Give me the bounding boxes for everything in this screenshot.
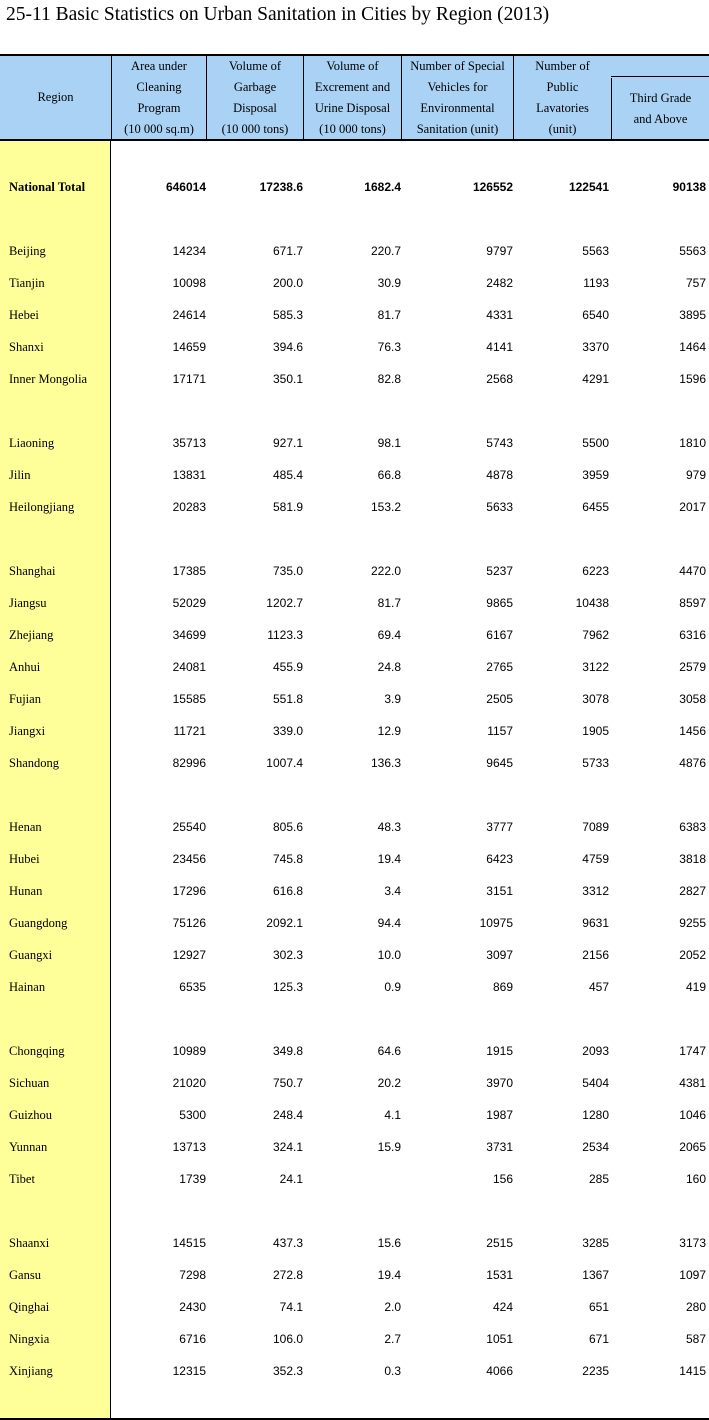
garbage-cell: 272.8 [272,1268,303,1282]
table-row [0,427,709,459]
third-grade-cell: 757 [685,276,706,290]
region-name-cell: Guizhou [9,1108,53,1122]
table-row [0,587,709,619]
lavatories-cell: 2235 [582,1364,609,1378]
lavatories-cell: 1193 [583,276,609,290]
area-cell: 1739 [179,1172,206,1186]
table-row [0,971,709,1003]
area-cell: 52029 [172,596,206,610]
area-cell: 7298 [179,1268,206,1282]
area-cell: 17385 [172,564,206,578]
region-name-cell: Guangdong [9,916,68,930]
area-cell: 15585 [172,692,206,706]
area-cell: 14234 [172,244,206,258]
region-name-cell: Shanghai [9,564,56,578]
third-grade-cell: 3058 [679,692,706,706]
table-row [0,363,709,395]
region-name-cell: Qinghai [9,1300,50,1314]
region-name-cell: Hunan [9,884,43,898]
table-row [0,1323,709,1355]
garbage-cell: 352.3 [272,1364,303,1378]
vehicles-cell: 2515 [486,1236,513,1250]
area-cell: 12315 [172,1364,206,1378]
table-row [0,843,709,875]
garbage-cell: 551.8 [272,692,303,706]
table-row [0,1259,709,1291]
vehicles-cell: 3097 [486,948,513,962]
table-row [0,939,709,971]
garbage-cell: 455.9 [272,660,303,674]
third-grade-cell: 3173 [679,1236,706,1250]
header-excrement-line: Excrement and [314,79,391,94]
vehicles-cell: 1987 [486,1108,513,1122]
third-grade-cell: 1464 [679,340,706,354]
table-row [0,811,709,843]
garbage-cell: 1123.3 [267,628,303,642]
vehicles-cell: 869 [492,980,513,994]
vehicles-cell: 9797 [486,244,513,258]
vehicles-cell: 4878 [486,468,513,482]
region-name-cell: Hubei [9,852,40,866]
area-cell: 2430 [179,1300,206,1314]
region-name-cell: Hebei [9,308,39,322]
area-cell: 75126 [172,916,206,930]
lavatories-cell: 9631 [582,916,609,930]
excrement-cell: 30.9 [377,276,401,290]
region-name-cell: Inner Mongolia [9,372,88,386]
lavatories-cell: 3959 [582,468,609,482]
region-name-cell: Shanxi [9,340,44,354]
vehicles-cell: 156 [492,1172,513,1186]
area-cell: 20283 [172,500,206,514]
lavatories-cell: 1367 [582,1268,609,1282]
third-grade-cell: 280 [685,1300,706,1314]
table-row [0,1227,709,1259]
garbage-cell: 616.8 [272,884,303,898]
header-area-line: Cleaning [136,79,182,94]
garbage-cell: 200.0 [272,276,303,290]
garbage-cell: 324.1 [272,1140,303,1154]
table-row [0,1163,709,1195]
vehicles-cell: 126552 [472,180,513,194]
third-grade-cell: 160 [685,1172,706,1186]
lavatories-cell: 7962 [582,628,609,642]
lavatories-cell: 3370 [582,340,609,354]
excrement-cell: 1682.4 [364,180,401,194]
area-cell: 82996 [172,756,206,770]
excrement-cell: 222.0 [370,564,401,578]
third-grade-cell: 587 [685,1332,706,1346]
header-vehicles [401,56,513,139]
area-cell: 6535 [179,980,206,994]
vehicles-cell: 4066 [486,1364,513,1378]
region-name-cell: Yunnan [9,1140,48,1154]
excrement-cell [303,1163,401,1195]
vehicles-cell: 5633 [486,500,513,514]
vehicles-cell: 2482 [486,276,513,290]
statistics-table [0,54,709,1420]
third-grade-cell: 419 [685,980,706,994]
area-cell: 646014 [165,180,206,194]
third-grade-cell: 1747 [679,1044,706,1058]
table-row [0,267,709,299]
vehicles-cell: 1915 [486,1044,513,1058]
vehicles-cell: 6167 [486,628,513,642]
third-grade-cell: 1097 [679,1268,706,1282]
header-vehicles-line: Sanitation (unit) [416,121,499,136]
header-excrement-line: (10 000 tons) [319,121,386,136]
table-row [0,715,709,747]
third-grade-cell: 2827 [679,884,706,898]
table-row [0,1067,709,1099]
garbage-cell: 671.7 [272,244,303,258]
excrement-cell: 0.3 [384,1364,401,1378]
region-name-cell: National Total [9,180,86,194]
lavatories-cell: 3285 [582,1236,609,1250]
area-cell: 24614 [172,308,206,322]
third-grade-cell: 4381 [679,1076,706,1090]
header-area-line: (10 000 sq.m) [124,121,194,136]
garbage-cell: 248.4 [272,1108,303,1122]
table-row [0,235,709,267]
third-grade-cell: 1046 [679,1108,706,1122]
vehicles-cell: 424 [492,1300,513,1314]
garbage-cell: 927.1 [272,436,303,450]
lavatories-cell: 2534 [582,1140,609,1154]
excrement-cell: 94.4 [377,916,401,930]
header-lavatories-line: Number of [535,58,590,73]
lavatories-cell: 1905 [582,724,609,738]
header-lavatories-line: Lavatories [536,100,589,115]
excrement-cell: 15.9 [377,1140,401,1154]
region-name-cell: Tianjin [9,276,45,290]
area-cell: 6716 [179,1332,206,1346]
region-name-cell: Guangxi [9,948,53,962]
garbage-cell: 394.6 [272,340,303,354]
excrement-cell: 15.6 [377,1236,401,1250]
area-cell: 14659 [172,340,206,354]
table-row [0,1035,709,1067]
third-grade-cell: 5563 [679,244,706,258]
table-row-total [0,171,709,203]
region-name-cell: Henan [9,820,42,834]
vehicles-cell: 3731 [486,1140,513,1154]
garbage-cell: 1007.4 [266,756,303,770]
third-grade-cell: 90138 [672,180,706,194]
garbage-cell: 437.3 [272,1236,303,1250]
third-grade-cell: 3895 [679,308,706,322]
area-cell: 24081 [172,660,206,674]
third-grade-cell: 1415 [679,1364,706,1378]
area-cell: 25540 [172,820,206,834]
garbage-cell: 581.9 [272,500,303,514]
header-vehicles-line: Environmental [420,100,495,115]
excrement-cell: 82.8 [377,372,401,386]
garbage-cell: 750.7 [272,1076,303,1090]
vehicles-cell: 4141 [486,340,513,354]
lavatories-cell: 5563 [582,244,609,258]
third-grade-cell: 2017 [679,500,706,514]
excrement-cell: 20.2 [377,1076,401,1090]
header-third-grade-line: and Above [633,111,688,126]
lavatories-cell: 2093 [582,1044,609,1058]
vehicles-cell: 3970 [486,1076,513,1090]
header-lavatories-line: (unit) [548,121,577,136]
third-grade-cell: 2065 [679,1140,706,1154]
table-header [0,56,709,140]
garbage-cell: 745.8 [272,852,303,866]
third-grade-cell: 2052 [679,948,706,962]
excrement-cell: 19.4 [377,852,401,866]
lavatories-cell: 4291 [582,372,609,386]
header-region-label: Region [37,90,74,104]
header-area-line: Program [137,100,181,115]
table-row [0,331,709,363]
vehicles-cell: 2505 [486,692,513,706]
lavatories-cell: 4759 [582,852,609,866]
header-region [0,56,111,139]
table-row [0,907,709,939]
third-grade-cell: 6383 [679,820,706,834]
area-cell: 14515 [172,1236,206,1250]
area-cell: 10098 [172,276,206,290]
third-grade-cell: 1456 [679,724,706,738]
table-row [0,1355,709,1387]
excrement-cell: 19.4 [377,1268,401,1282]
vehicles-cell: 1531 [486,1268,513,1282]
vehicles-cell: 10975 [479,916,513,930]
vehicles-cell: 5237 [486,564,513,578]
header-garbage-line: Disposal [233,100,277,115]
lavatories-cell: 3078 [582,692,609,706]
excrement-cell: 153.2 [370,500,401,514]
third-grade-cell: 3818 [679,852,706,866]
excrement-cell: 81.7 [377,596,401,610]
vehicles-cell: 3777 [486,820,513,834]
garbage-cell: 349.8 [272,1044,303,1058]
lavatories-cell: 457 [588,980,609,994]
garbage-cell: 106.0 [272,1332,303,1346]
table-row [0,459,709,491]
vehicles-cell: 9865 [486,596,513,610]
table-row [0,1291,709,1323]
excrement-cell: 2.0 [384,1300,401,1314]
lavatories-cell: 1280 [582,1108,609,1122]
excrement-cell: 48.3 [377,820,401,834]
table-row [0,1131,709,1163]
excrement-cell: 3.9 [384,692,401,706]
lavatories-cell: 3122 [582,660,609,674]
area-cell: 35713 [172,436,206,450]
third-grade-cell: 2579 [679,660,706,674]
header-excrement-line: Urine Disposal [314,100,391,115]
lavatories-cell: 10438 [575,596,609,610]
lavatories-cell: 6540 [582,308,609,322]
garbage-cell: 735.0 [272,564,303,578]
header-area [111,56,206,139]
area-cell: 34699 [172,628,206,642]
excrement-cell: 76.3 [377,340,401,354]
area-cell: 23456 [172,852,206,866]
vehicles-cell: 6423 [486,852,513,866]
area-cell: 13831 [172,468,206,482]
third-grade-cell: 4876 [679,756,706,770]
lavatories-cell: 651 [588,1300,609,1314]
excrement-cell: 24.8 [377,660,401,674]
region-name-cell: Tibet [9,1172,35,1186]
table-row [0,299,709,331]
garbage-cell: 302.3 [272,948,303,962]
third-grade-cell: 8597 [679,596,706,610]
header-excrement-line: Volume of [326,58,379,73]
area-cell: 12927 [172,948,206,962]
page-title: 25-11 Basic Statistics on Urban Sanitation in Cities by Region (2013) [6,4,550,25]
region-name-cell: Zhejiang [9,628,54,642]
table-row [0,747,709,779]
excrement-cell: 2.7 [384,1332,401,1346]
excrement-cell: 10.0 [377,948,401,962]
vehicles-cell: 2765 [486,660,513,674]
region-name-cell: Shaanxi [9,1236,50,1250]
third-grade-cell: 6316 [679,628,706,642]
third-grade-cell: 9255 [679,916,706,930]
vehicles-cell: 3151 [486,884,513,898]
lavatories-cell: 5404 [582,1076,609,1090]
vehicles-cell: 1051 [486,1332,513,1346]
region-name-cell: Ningxia [9,1332,50,1346]
garbage-cell: 125.3 [272,980,303,994]
table-row [0,1099,709,1131]
area-cell: 10989 [172,1044,206,1058]
table-row [0,491,709,523]
garbage-cell: 485.4 [272,468,303,482]
garbage-cell: 585.3 [272,308,303,322]
region-name-cell: Fujian [9,692,41,706]
header-garbage [206,56,303,139]
header-area-line: Area under [131,58,187,73]
excrement-cell: 0.9 [384,980,401,994]
excrement-cell: 136.3 [370,756,401,770]
header-subgroup-divider [611,76,709,77]
table-row [0,875,709,907]
area-cell: 13713 [172,1140,206,1154]
vehicles-cell: 4331 [486,308,513,322]
table-row [0,619,709,651]
vehicles-cell: 5743 [486,436,513,450]
header-garbage-line: Garbage [233,79,277,94]
excrement-cell: 64.6 [377,1044,401,1058]
region-name-cell: Gansu [9,1268,41,1282]
third-grade-cell: 1596 [679,372,706,386]
lavatories-cell: 122541 [568,180,609,194]
region-name-cell: Hainan [9,980,46,994]
lavatories-cell: 671 [588,1332,609,1346]
third-grade-cell: 1810 [679,436,706,450]
lavatories-cell: 5500 [582,436,609,450]
region-name-cell: Anhui [9,660,41,674]
region-name-cell: Shandong [9,756,59,770]
lavatories-cell: 2156 [582,948,609,962]
garbage-cell: 339.0 [272,724,303,738]
vehicles-cell: 2568 [486,372,513,386]
vehicles-cell: 9645 [486,756,513,770]
header-third-grade [611,78,709,139]
header-lavatories [513,56,611,139]
excrement-cell: 98.1 [377,436,401,450]
garbage-cell: 17238.6 [259,180,303,194]
header-garbage-line: (10 000 tons) [221,121,289,136]
header-vehicles-line: Vehicles for [427,79,488,94]
header-vehicles-line: Number of Special [410,58,505,73]
header-lavatories-line: Public [546,79,579,94]
region-name-cell: Beijing [9,244,46,258]
garbage-cell: 74.1 [279,1300,303,1314]
area-cell: 5300 [179,1108,206,1122]
garbage-cell: 2092.1 [266,916,303,930]
vehicles-cell: 1157 [487,724,513,738]
excrement-cell: 69.4 [377,628,401,642]
excrement-cell: 12.9 [377,724,401,738]
region-name-cell: Jiangsu [9,596,47,610]
area-cell: 11721 [173,724,206,738]
region-name-cell: Heilongjiang [9,500,75,514]
header-garbage-line: Volume of [228,58,282,73]
third-grade-cell: 4470 [679,564,706,578]
region-name-cell: Liaoning [9,436,55,450]
excrement-cell: 4.1 [384,1108,401,1122]
lavatories-cell: 6455 [582,500,609,514]
excrement-cell: 220.7 [370,244,401,258]
third-grade-cell: 979 [685,468,706,482]
header-excrement [303,56,401,139]
garbage-cell: 1202.7 [266,596,303,610]
excrement-cell: 81.7 [377,308,401,322]
region-name-cell: Chongqing [9,1044,65,1058]
lavatories-cell: 285 [588,1172,609,1186]
garbage-cell: 350.1 [272,372,303,386]
garbage-cell: 805.6 [272,820,303,834]
excrement-cell: 66.8 [377,468,401,482]
region-name-cell: Jiangxi [9,724,46,738]
area-cell: 21020 [172,1076,206,1090]
region-name-cell: Jilin [9,468,31,482]
lavatories-cell: 5733 [582,756,609,770]
table-row [0,683,709,715]
lavatories-cell: 6223 [582,564,609,578]
table-row [0,651,709,683]
table-row [0,555,709,587]
excrement-cell: 3.4 [384,884,401,898]
area-cell: 17171 [172,372,206,386]
area-cell: 17296 [172,884,206,898]
lavatories-cell: 7089 [582,820,609,834]
header-third-grade-line: Third Grade [629,90,692,105]
garbage-cell: 24.1 [279,1172,303,1186]
region-name-cell: Sichuan [9,1076,50,1090]
lavatories-cell: 3312 [582,884,609,898]
region-name-cell: Xinjiang [9,1364,53,1378]
